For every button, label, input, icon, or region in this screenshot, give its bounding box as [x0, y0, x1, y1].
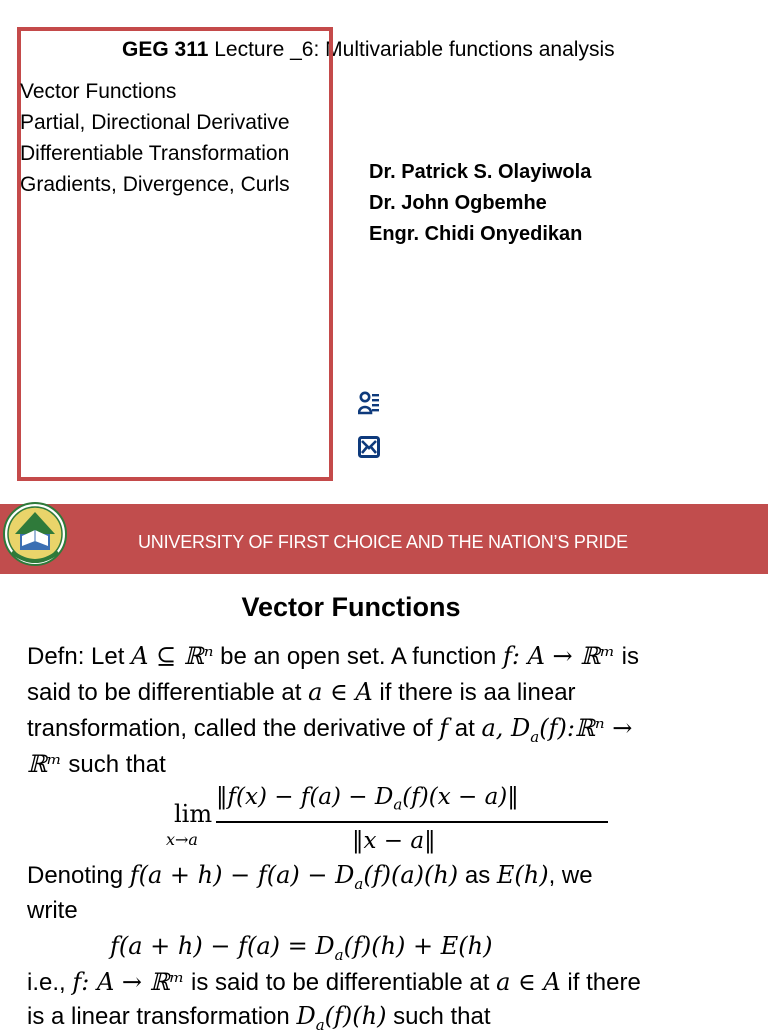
authors-list — [369, 157, 591, 250]
math-span: f(a + h) − f(a) = D — [110, 932, 335, 960]
author-name: Dr. Patrick S. Olayiwola — [369, 161, 592, 183]
text-span: said to be differentiable at — [27, 679, 309, 706]
text-span: such that — [61, 751, 166, 778]
math-subscript: a — [530, 727, 540, 746]
contact-card-icon[interactable] — [358, 391, 380, 415]
math-span: ℝᵐ — [27, 750, 62, 778]
text-span: is a linear transformation — [27, 1003, 297, 1030]
text-span: Defn: Let — [27, 643, 132, 670]
text-span: be an open set. A function — [213, 643, 503, 670]
math-span: (f)(h) — [324, 1002, 387, 1030]
text-span: is said to be differentiable at — [184, 969, 497, 996]
topic-item: Gradients, Divergence, Curls — [20, 173, 290, 196]
math-span: E(h) — [496, 861, 549, 889]
author-name: Dr. John Ogbemhe — [369, 192, 547, 214]
email-icon[interactable] — [358, 436, 380, 460]
text-span: transformation, called the derivative of — [27, 715, 440, 742]
text-span: Denoting — [27, 862, 130, 889]
math-span: a, D — [481, 714, 531, 742]
math-span: f: A → ℝᵐ — [503, 642, 615, 670]
course-code: GEG 311 — [122, 38, 209, 61]
math-subscript: a — [354, 874, 364, 893]
math-span: f — [439, 714, 449, 742]
slide-title: Vector Functions — [241, 592, 461, 622]
text-span: if there — [560, 969, 641, 996]
denoting-line — [27, 861, 593, 893]
author-name: Engr. Chidi Onyedikan — [369, 223, 583, 245]
fraction-denominator: ‖x − a‖ — [352, 828, 436, 854]
math-span: D — [296, 1002, 316, 1030]
vector-functions-slide — [0, 578, 768, 1034]
university-logo-icon — [2, 494, 68, 576]
math-span: (f)(a)(h) — [363, 861, 459, 889]
fraction-numerator — [216, 784, 519, 814]
math-span: (f)(x − a)‖ — [402, 784, 519, 810]
ie-line — [27, 968, 641, 997]
math-subscript: a — [393, 795, 403, 814]
equation-line — [110, 932, 492, 964]
math-span: A ⊆ ℝⁿ — [131, 642, 214, 670]
topic-item: Vector Functions — [20, 80, 177, 103]
linear-transformation-line — [27, 1002, 491, 1034]
text-span: is — [614, 643, 639, 670]
university-banner — [0, 504, 768, 574]
definition-line-3 — [27, 714, 632, 746]
text-span: if there is aa linear — [372, 679, 576, 706]
text-span: at — [448, 715, 482, 742]
math-subscript: a — [315, 1015, 325, 1034]
topic-item: Differentiable Transformation — [20, 142, 290, 165]
text-span: such that — [386, 1003, 491, 1030]
text-span: as — [458, 862, 497, 889]
math-span: f(a + h) − f(a) − D — [129, 861, 355, 889]
banner-motto: UNIVERSITY OF FIRST CHOICE AND THE NATION’S PRIDE — [138, 532, 628, 552]
text-span: i.e., — [27, 969, 73, 996]
definition-line-4 — [27, 750, 166, 779]
math-subscript: a — [334, 945, 344, 964]
math-span: (f)(h) + E(h) — [343, 932, 493, 960]
definition-line-2 — [27, 678, 576, 707]
definition-line-1 — [27, 642, 639, 671]
math-span: a ∈ A — [308, 678, 373, 706]
math-span: a ∈ A — [496, 968, 561, 996]
math-span: ‖f(x) − f(a) − D — [216, 784, 394, 810]
topics-list — [20, 76, 290, 200]
text-span: , we — [548, 862, 593, 889]
lim-subscript: x→a — [166, 830, 198, 849]
math-span: (f):ℝⁿ → — [539, 714, 633, 742]
topic-item: Partial, Directional Derivative — [20, 111, 290, 134]
fraction-bar — [216, 821, 608, 823]
math-span: f: A → ℝᵐ — [72, 968, 185, 996]
lim-word: lim — [174, 800, 213, 828]
lecture-title-text: Lecture _6: Multivariable functions analysis — [214, 38, 615, 61]
write-line: write — [27, 897, 78, 924]
